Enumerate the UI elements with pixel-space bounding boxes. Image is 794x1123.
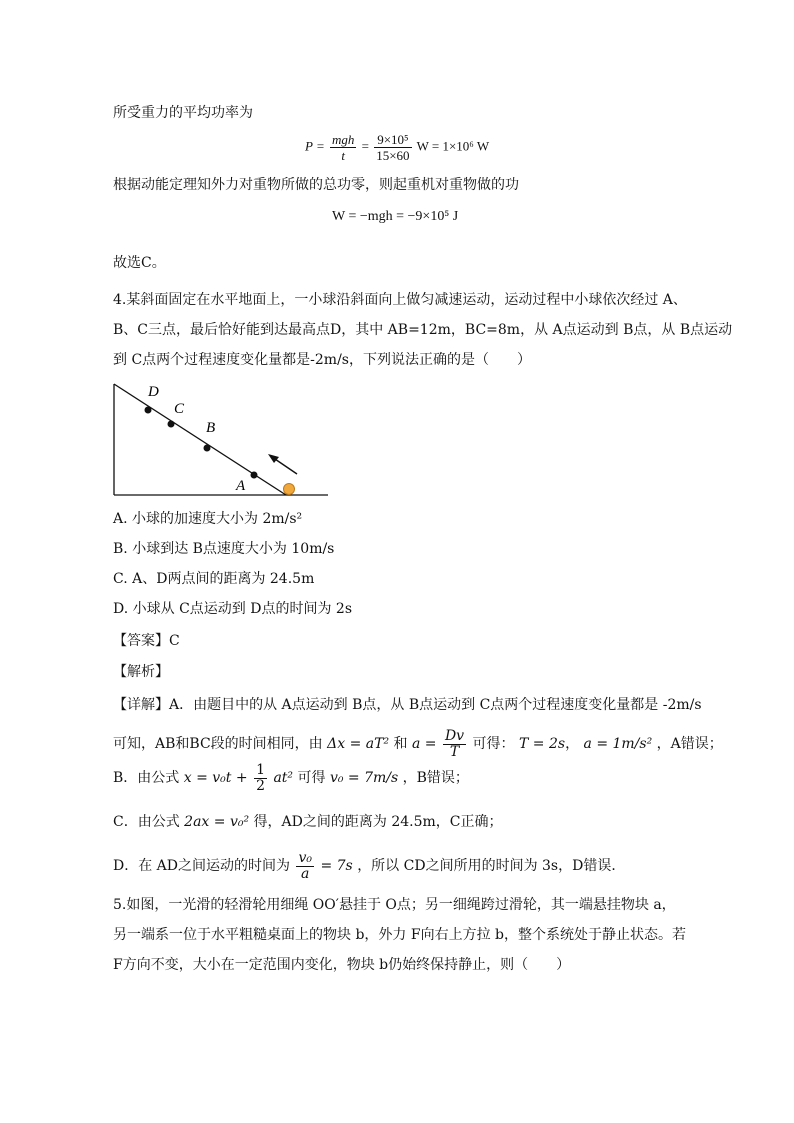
frac-den: 15×60 bbox=[376, 148, 410, 163]
incline-line bbox=[114, 384, 286, 495]
formula-a: a = bbox=[411, 736, 437, 752]
frac-num: mgh bbox=[331, 132, 355, 147]
motion-arrow-head-icon bbox=[268, 454, 279, 463]
explain-text: 可得 bbox=[297, 770, 326, 786]
explain-text: 可知，AB和BC段的时间相同，由 bbox=[113, 736, 323, 752]
formula-2ax: 2ax = v₀² bbox=[184, 814, 250, 830]
fraction-mgh-t bbox=[330, 132, 356, 163]
explain-line-3 bbox=[113, 760, 469, 796]
explain-text: D．在 AD之间运动的时间为 bbox=[113, 858, 291, 874]
option-a: A. 小球的加速度大小为 2m/s² bbox=[113, 511, 303, 527]
ball-icon bbox=[284, 484, 295, 495]
formula-acc: a = 1m/s² bbox=[583, 736, 653, 752]
incline-diagram bbox=[110, 380, 335, 502]
question-5-line-2: 另一端系一位于水平粗糙桌面上的物块 b，外力 F向右上方拉 b，整个系统处于静止状态。若 bbox=[113, 927, 686, 943]
frac-den: t bbox=[341, 148, 345, 163]
option-b: B. 小球到达 B点速度大小为 10m/s bbox=[113, 541, 335, 557]
fraction-dv-t bbox=[443, 729, 466, 760]
label-b: B bbox=[206, 420, 216, 436]
frac-num: Dv bbox=[444, 727, 465, 744]
formula-x: x = v₀t + bbox=[183, 770, 248, 786]
formula-work: W = −mgh = −9×10⁵ J bbox=[332, 209, 459, 224]
explain-text: ，A错误； bbox=[656, 736, 723, 752]
formula-power bbox=[305, 132, 489, 163]
fraction-half bbox=[254, 763, 267, 794]
formula-p-lhs: P = bbox=[305, 138, 325, 154]
explain-text: 和 bbox=[393, 736, 408, 752]
frac-num: 1 bbox=[256, 761, 265, 778]
explain-text: 可得： bbox=[472, 736, 515, 752]
question-5-line-3: F方向不变，大小在一定范围内变化，物块 b仍始终保持静止，则（ ） bbox=[113, 957, 571, 973]
formula-eq: = bbox=[361, 138, 369, 154]
explain-line-2: 可知，AB和BC段的时间相同，由 Δx = aT² 和 a = $\frac{Dv}{T}$ 可得： T = 2s， a = 1m/s² ，A错误； bbox=[113, 727, 723, 760]
fraction-v0-a bbox=[296, 851, 314, 882]
question-4-line-2: B、C三点，最后恰好能到达最高点D，其中 AB=12m，BC=8m，从 A点运动到 B点，从 B点运动 bbox=[113, 322, 733, 338]
formula-t: T = 2s bbox=[519, 736, 566, 752]
frac-den: a bbox=[301, 865, 310, 882]
label-d: D bbox=[148, 384, 159, 400]
label-a: A bbox=[236, 478, 246, 494]
explain-text: C．由公式 bbox=[113, 814, 180, 830]
formula-dx: Δx = aT² bbox=[327, 736, 390, 752]
formula-p-rhs: W = 1×10⁶ W bbox=[416, 138, 490, 154]
text-gravity-power: 所受重力的平均功率为 bbox=[113, 105, 253, 121]
point-d bbox=[145, 407, 152, 414]
explain-text: ，所以 CD之间所用的时间为 3s，D错误． bbox=[357, 858, 626, 874]
text-choose-c: 故选C。 bbox=[113, 255, 166, 271]
label-c: C bbox=[174, 401, 185, 417]
answer-label: 【答案】C bbox=[113, 633, 180, 649]
explain-line-4 bbox=[113, 812, 503, 832]
question-4-line-1: 4.某斜面固定在水平地面上，一小球沿斜面向上做匀减速运动，运动过程中小球依次经过 A、 bbox=[113, 292, 687, 308]
question-5-line-1: 5.如图，一光滑的轻滑轮用细绳 OO′悬挂于 O点；另一细绳跨过滑轮，其一端悬挂物块 a， bbox=[113, 897, 676, 913]
explain-text: 得，AD之间的距离为 24.5m，C正确； bbox=[253, 814, 503, 830]
explain-line-5 bbox=[113, 846, 625, 886]
analysis-label: 【解析】 bbox=[113, 664, 169, 680]
frac-num: v₀ bbox=[298, 849, 312, 866]
question-4-line-3: 到 C点两个过程速度变化量都是-2m/s，下列说法正确的是（ ） bbox=[113, 352, 531, 368]
fraction-values bbox=[374, 132, 411, 163]
point-b bbox=[204, 445, 211, 452]
explain-line-1: 【详解】A．由题目中的从 A点运动到 B点，从 B点运动到 C点两个过程速度变化量都是 -2m/s bbox=[113, 697, 702, 713]
option-c: C. A、D两点间的距离为 24.5m bbox=[113, 571, 315, 587]
text-work-energy: 根据动能定理知外力对重物所做的总功零，则起重机对重物做的功 bbox=[113, 177, 519, 193]
explain-text: ，B错误； bbox=[402, 770, 469, 786]
frac-den: 2 bbox=[256, 777, 265, 794]
point-c bbox=[168, 421, 175, 428]
frac-den: T bbox=[449, 743, 460, 760]
point-a bbox=[251, 472, 258, 479]
formula-x-tail: at² bbox=[273, 770, 294, 786]
frac-num: 9×10⁵ bbox=[374, 132, 411, 148]
option-d: D. 小球从 C点运动到 D点的时间为 2s bbox=[113, 601, 353, 617]
formula-v0: v₀ = 7m/s bbox=[329, 770, 399, 786]
explain-text: B．由公式 bbox=[113, 770, 180, 786]
formula-time: = 7s bbox=[320, 858, 353, 874]
